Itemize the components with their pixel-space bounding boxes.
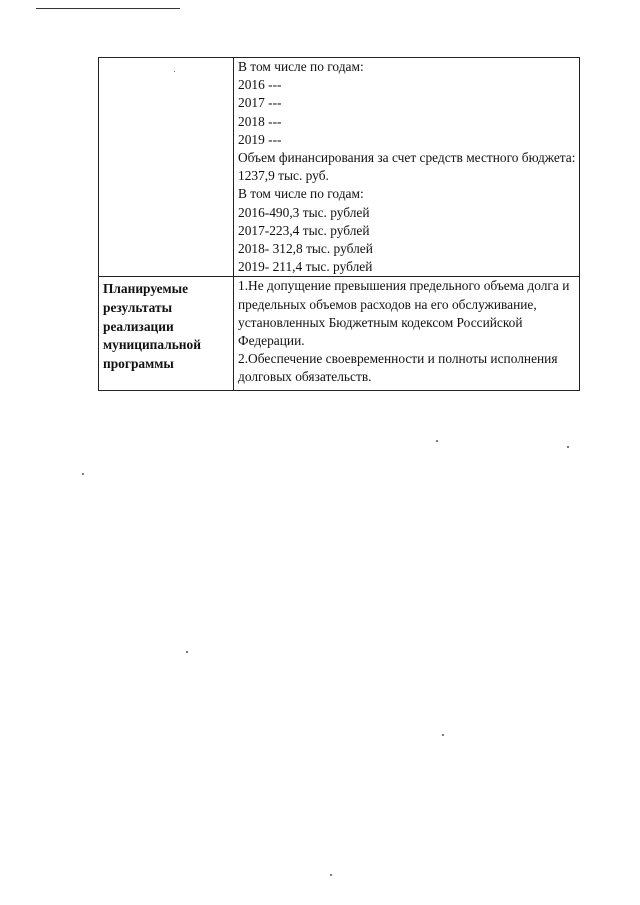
scan-speck bbox=[330, 874, 332, 876]
financing-row bbox=[99, 58, 580, 277]
financing-value-cell bbox=[234, 58, 580, 277]
program-passport-table bbox=[98, 57, 580, 391]
header-rule bbox=[36, 8, 180, 9]
financing-label-cell bbox=[99, 58, 234, 277]
by-years-label: В том числе по годам: bbox=[238, 59, 364, 74]
scan-speck bbox=[567, 446, 569, 448]
local-budget-text: Объем финансирования за счет средств местного бюджета: 1237,9 тыс. руб. bbox=[238, 150, 576, 184]
result-item-2: 2.Обеспечение своевременности и полноты исполнения долговых обязательств. bbox=[238, 351, 558, 385]
results-row bbox=[99, 277, 580, 391]
scan-speck bbox=[436, 440, 438, 442]
results-label: Планируемые результаты реализации муниципальной программы bbox=[99, 277, 234, 391]
year-2018-dash: 2018 --- bbox=[238, 113, 282, 129]
year-2018-amount: 2018- 312,8 тыс. рублей bbox=[238, 241, 373, 257]
year-2016-dash: 2016 --- bbox=[238, 77, 282, 93]
year-2019-dash: 2019 --- bbox=[238, 131, 282, 147]
scan-speck bbox=[442, 734, 444, 736]
scan-speck bbox=[174, 71, 175, 72]
year-2016-amount: 2016-490,3 тыс. рублей bbox=[238, 204, 370, 220]
by-years-label-2: В том числе по годам: bbox=[238, 186, 364, 202]
scan-speck bbox=[82, 473, 84, 475]
result-item-1: 1.Не допущение превышения предельного объема долга и предельных объемов расходов на его обслуживание, установленных Бюджетным кодексом Российской Федерации. bbox=[238, 278, 570, 349]
year-2019-amount: 2019- 211,4 тыс. рублей bbox=[238, 259, 373, 275]
results-value-cell bbox=[234, 277, 580, 391]
scan-speck bbox=[186, 651, 188, 653]
year-2017-amount: 2017-223,4 тыс. рублей bbox=[238, 222, 370, 238]
year-2017-dash: 2017 --- bbox=[238, 95, 282, 111]
